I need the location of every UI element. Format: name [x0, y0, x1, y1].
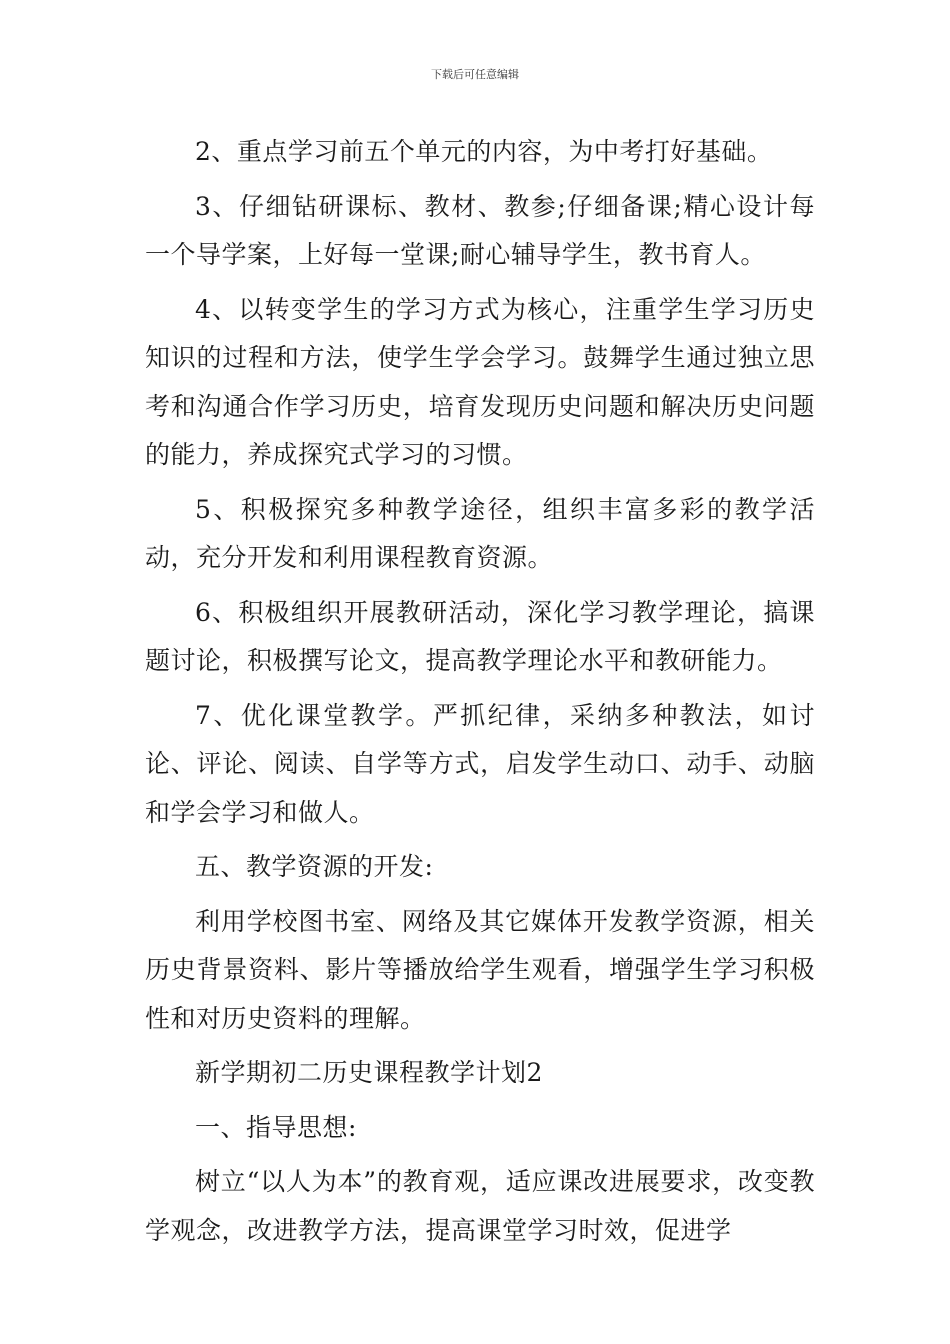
paragraph-item-2: 2、重点学习前五个单元的内容，为中考打好基础。 — [195, 137, 773, 166]
paragraph-item-5: 5、积极探究多种教学途径，组织丰富多彩的教学活动，充分开发和利用课程教育资源。 — [145, 494, 815, 572]
paragraph-item-3: 3、仔细钻研课标、教材、教参;仔细备课;精心设计每一个导学案，上好每一堂课;耐心辅导学生，教书育人。 — [145, 191, 815, 269]
section-heading-resources: 五、教学资源的开发: — [195, 852, 434, 881]
section-heading-guiding: 一、指导思想: — [195, 1112, 357, 1142]
paragraph-resources: 利用学校图书室、网络及其它媒体开发教学资源，相关历史背景资料、影片等播放给学生观看，增强学生学习积极性和对历史资料的理解。 — [145, 906, 815, 1033]
paragraph-item-6: 6、积极组织开展教研活动，深化学习教学理论，搞课题讨论，积极撰写论文，提高教学理论水平和教研能力。 — [145, 597, 815, 675]
document-subtitle: 新学期初二历史课程教学计划2 — [195, 1058, 543, 1087]
paragraph-item-7: 7、优化课堂教学。严抓纪律，采纳多种教法，如讨论、评论、阅读、自学等方式，启发学生动口、动手、动脑和学会学习和做人。 — [145, 700, 815, 827]
page-header: 下载后可任意编辑 — [431, 68, 519, 81]
paragraph-guiding: 树立“以人为本”的教育观，适应课改进展要求，改变教学观念，改进教学方法，提高课堂学习时效，促进学 — [145, 1167, 815, 1245]
paragraph-item-4: 4、以转变学生的学习方式为核心，注重学生学习历史知识的过程和方法，使学生学会学习。鼓舞学生通过独立思考和沟通合作学习历史，培育发现历史问题和解决历史问题的能力，养成探究式学习的习惯。 — [145, 294, 815, 469]
document-body — [145, 128, 815, 1261]
